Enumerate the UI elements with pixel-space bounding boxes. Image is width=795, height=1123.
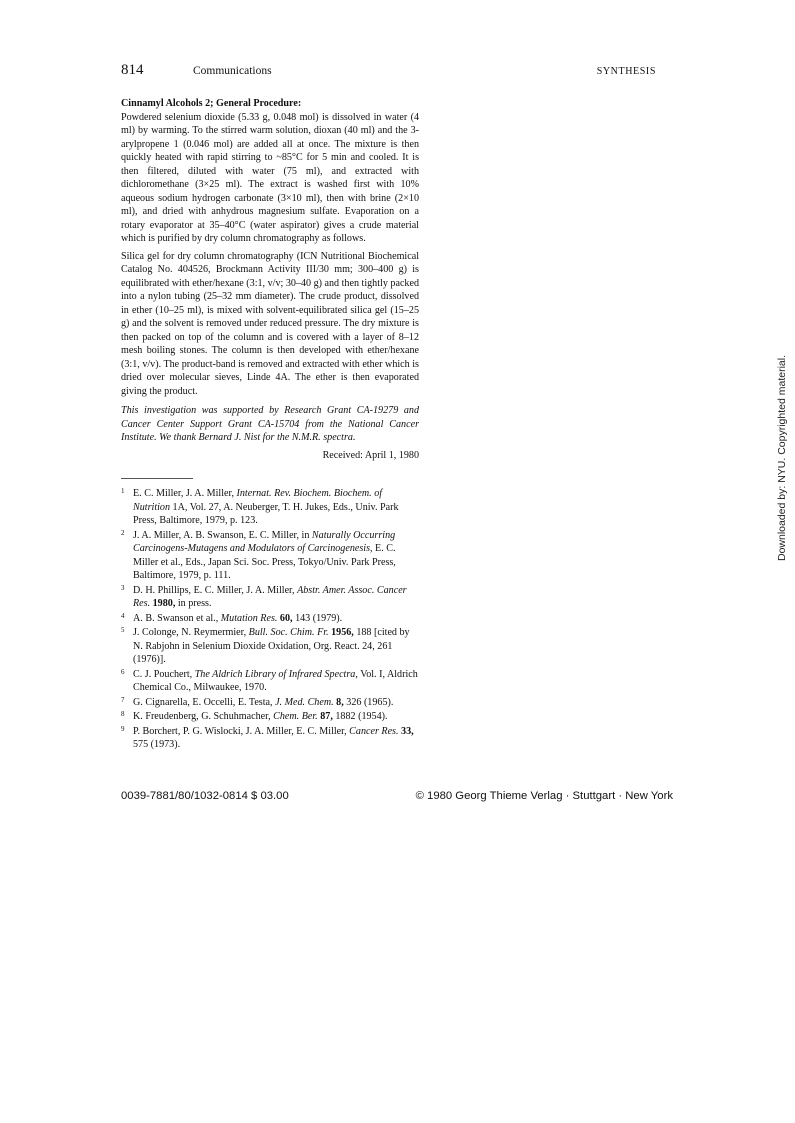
reference-source: Mutation Res. [220, 612, 278, 624]
reference-details: 188 [cited by N. Rabjohn in Selenium Dioxide Oxidation, Org. React. 24, 261 (1976)]. [133, 627, 410, 665]
reference-authors: J. A. Miller, A. B. Swanson, E. C. Miller, in [133, 529, 312, 541]
reference-authors: J. Colonge, N. Reymermier, [133, 627, 249, 638]
reference-number: 9 [121, 724, 125, 733]
reference-source: Internat. Rev. Biochem. Biochem. of Nutrition [133, 488, 383, 513]
section-label: Communications [193, 65, 272, 77]
reference-details: Vol. I, Aldrich Chemical Co., Milwaukee, 1970. [133, 668, 418, 693]
reference-source: J. Med. Chem. [275, 696, 334, 708]
procedure-text: Powdered selenium dioxide (5.33 g, 0.048 mol) is dissolved in water (4 ml) by warming. To the stirred warm solution, dioxan (40 ml) and the 3-arylpropene 1 (0.046 mol) are added all at once. The mixture is then quickly heated with rapid stirring to ~85°C for 5 min and cooled. It is then filtered, diluted with water (75 ml), and extracted with dichloromethane (3×25 ml). The extract is washed first with 10% aqueous sodium hydrogen carbonate (3×10 ml), then with brine (2×10 ml), and dried with anhydrous magnesium sulfate. Evaporation on a rotary evaporator at 35–40°C (water aspirator) gives a crude material which is purified by dry column chromatography as follows. [121, 111, 419, 244]
reference-authors: A. B. Swanson et al., [133, 612, 221, 624]
reference-source: Cancer Res. [349, 725, 399, 737]
reference-authors: G. Cignarella, E. Occelli, E. Testa, [133, 696, 276, 708]
reference-volume: 87, [317, 711, 333, 722]
reference-item [121, 612, 419, 626]
main-column [121, 97, 419, 753]
procedure-paragraph [121, 97, 419, 246]
reference-source: Abstr. Amer. Assoc. Cancer Res. [133, 584, 407, 609]
page-number: 814 [121, 62, 144, 78]
reference-item [121, 529, 419, 583]
chromatography-paragraph: Silica gel for dry column chromatography (ICN Nutritional Biochemical Catalog No. 404526, Brockmann Activity III/30 mm; 300–400 g) is equilibrated with ether/hexane (3:1, v/v; 30–40 g) and then tightly packed into a nylon tubing (25–32 mm diameter). The crude product, dissolved in ether (10–25 ml), is mixed with solvent-equilibrated silica gel (15–25 g) and the solvent is removed under reduced pressure. The dry mixture is then packed on top of the column and is covered with a layer of 8–12 mesh boiling stones. The column is then developed with ether/hexane (3:1, v/v). The product-band is removed and extracted with ether which is dried over molecular sieves, Linde 4A. The ether is then evaporated giving the product. [121, 250, 419, 397]
reference-details: E. C. Miller et al., Eds., Japan Sci. Soc. Press, Tokyo/Univ. Park Press, Baltimore, 1979, p. 111. [133, 543, 396, 581]
reference-volume: 1980, [150, 598, 176, 609]
reference-volume: 1956, [328, 627, 354, 638]
reference-number: 5 [121, 626, 125, 634]
copyright-notice: © 1980 Georg Thieme Verlag · Stuttgart · New York [415, 790, 673, 802]
reference-details: 326 (1965). [343, 696, 394, 708]
reference-source: Naturally Occurring Carcinogens-Mutagens and Modulators of Carcinogenesis, [133, 529, 396, 554]
reference-source: Chem. Ber. [273, 711, 318, 722]
reference-authors: K. Freudenberg, G. Schuhmacher, [133, 711, 274, 722]
reference-authors: P. Borchert, P. G. Wislocki, J. A. Miller, E. C. Miller, [133, 725, 350, 737]
reference-item [121, 710, 419, 724]
reference-item [121, 626, 419, 667]
journal-name: SYNTHESIS [596, 66, 656, 77]
reference-volume: 8, [333, 696, 344, 708]
reference-number: 4 [121, 611, 125, 620]
reference-list [121, 487, 419, 752]
reference-number: 6 [121, 667, 125, 676]
reference-number: 7 [121, 695, 125, 704]
page-header [121, 62, 656, 84]
reference-item [121, 668, 419, 695]
reference-item [121, 696, 419, 710]
procedure-title: Cinnamyl Alcohols 2; General Procedure: [121, 98, 302, 109]
reference-number: 3 [121, 583, 125, 592]
reference-volume: 33, [398, 725, 414, 737]
reference-details: 1A, Vol. 27, A. Neuberger, T. H. Jukes, Eds., Univ. Park Press, Baltimore, 1979, p. 123. [133, 501, 399, 526]
reference-item [121, 487, 419, 528]
reference-source: Bull. Soc. Chim. Fr. [248, 627, 329, 638]
reference-authors: E. C. Miller, J. A. Miller, [133, 488, 237, 499]
acknowledgment: This investigation was supported by Research Grant CA-19279 and Cancer Center Support Grant CA-15704 from the National Cancer Institute. We thank Bernard J. Nist for the N.M.R. spectra. [121, 405, 419, 443]
received-date: Received: April 1, 1980 [322, 449, 419, 461]
reference-authors: D. H. Phillips, E. C. Miller, J. A. Miller, [133, 584, 298, 596]
reference-item [121, 584, 419, 611]
reference-authors: C. J. Pouchert, [133, 668, 195, 680]
reference-details: 1882 (1954). [332, 711, 388, 722]
reference-details: in press. [175, 598, 212, 609]
reference-details: 143 (1979). [292, 612, 343, 624]
issn-code: 0039-7881/80/1032-0814 $ 03.00 [121, 790, 289, 802]
reference-source: The Aldrich Library of Infrared Spectra, [194, 668, 358, 680]
reference-number: 8 [121, 710, 125, 718]
reference-details: 575 (1973). [133, 739, 181, 750]
reference-number: 1 [121, 487, 125, 495]
download-watermark: Downloaded by: NYU. Copyrighted material. [776, 354, 788, 562]
reference-number: 2 [121, 528, 125, 537]
reference-volume: 60, [277, 612, 293, 624]
reference-item [121, 725, 419, 752]
footnote-divider [121, 478, 193, 479]
